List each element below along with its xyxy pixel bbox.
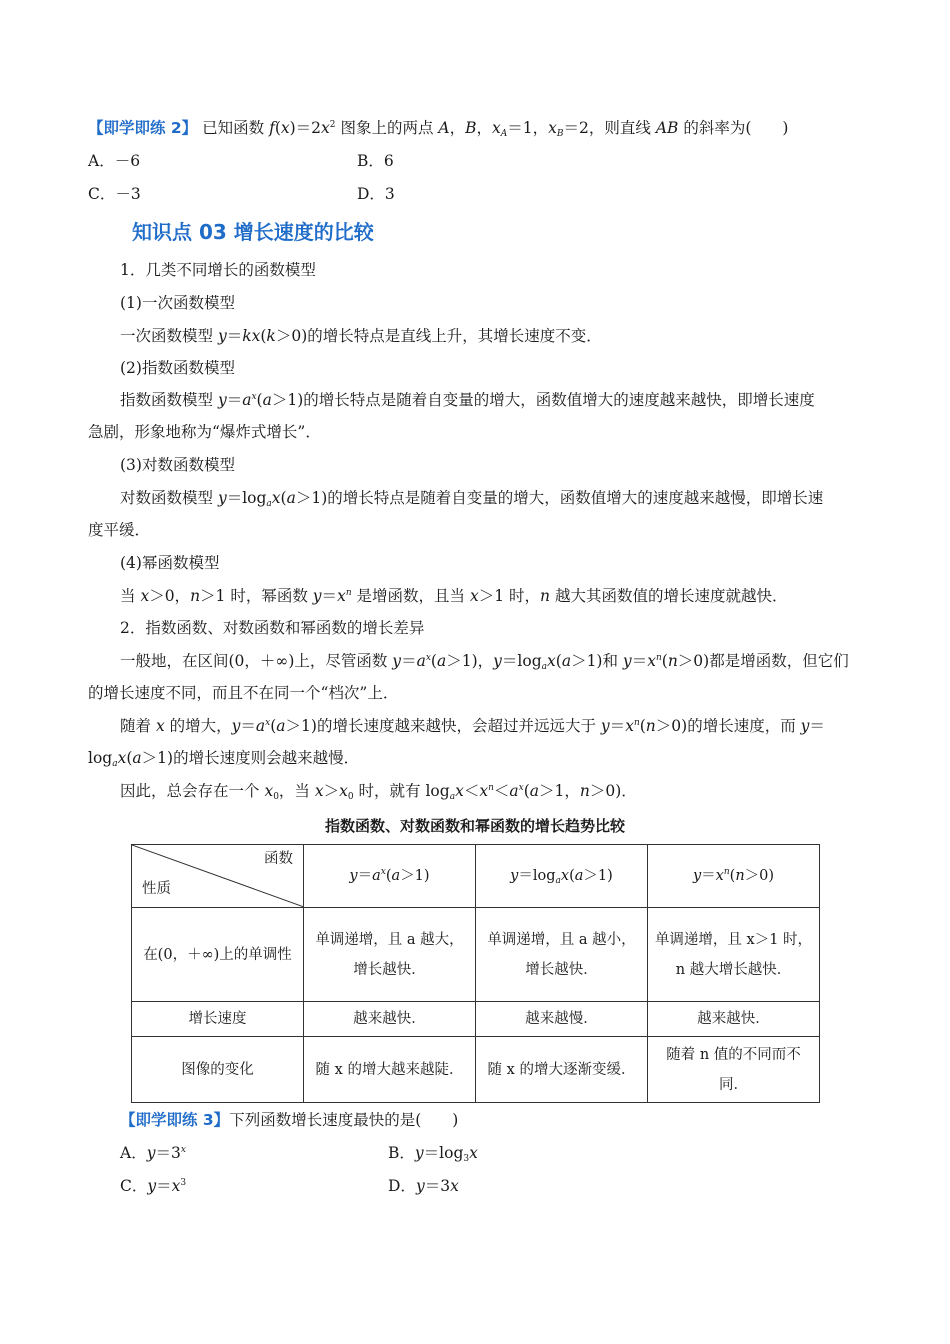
section-title: 知识点 03 增长速度的比较 [132, 220, 374, 244]
row1-power: 单调递增，且 x＞1 时，n 越大增长越快． [648, 908, 820, 1002]
practice3-option-c: C．$y=x^3$ [120, 1177, 187, 1195]
practice3-option-b: B．$y=\log_3x$ [388, 1144, 478, 1164]
table-header-power: $y=x^n(n>0)$ [648, 845, 820, 908]
row3-label: 图像的变化 [132, 1037, 304, 1103]
practice2-stem: 【即学即练 2】 已知函数 $f(x)=2x^2$ 图象上的两点 A，B，$x_A=1$，$x_B=2$，则直线 AB 的斜率为( ) [88, 119, 789, 139]
row2-label: 增长速度 [132, 1002, 304, 1037]
table-caption: 指数函数、对数函数和幂函数的增长趋势比较 [324, 817, 625, 835]
para-7: 对数函数模型 $y=\log_ax(a>1)$的增长特点是随着自变量的增大，函数值增大的速度越来越慢，即增长速 [120, 489, 824, 509]
table-header-logarithmic: $y=\log_ax(a>1)$ [476, 845, 648, 908]
para-4: (2)指数函数模型 [120, 359, 235, 377]
para-15: 因此，总会存在一个 $x_0$，当 $x>x_0$ 时，就有 $\log_ax<x^n<a^x(a>1$，n＞0)． [120, 782, 637, 802]
table-header-row [132, 845, 820, 908]
para-12: 的增长速度不同，而且不在同一个“档次”上． [88, 684, 399, 702]
para-13: 随着 x 的增大，$y=a^x(a>1)$的增长速度越来越快，会超过并远远大于 $y=x^n(n>0)$的增长速度，而 y＝ [120, 717, 825, 735]
practice2-option-a: A．－6 [88, 152, 141, 170]
practice3-tag: 【即学即练 3】 [120, 1111, 230, 1129]
corner-label-function: 函数 [264, 851, 293, 867]
para-8: (4)幂函数模型 [120, 554, 220, 572]
row1-logarithmic: 单调递增，且 a 越小，增长越快． [476, 908, 648, 1002]
para-3: 一次函数模型 y＝kx(k＞0)的增长特点是直线上升，其增长速度不变． [120, 327, 602, 345]
practice3-option-d: D．y＝3x [388, 1177, 459, 1195]
practice3-option-a: A．$y=3^x$ [120, 1144, 186, 1162]
row1-exponential: 单调递增，且 a 越大，增长越快． [304, 908, 476, 1002]
para-5: 指数函数模型 $y=a^x(a>1)$的增长特点是随着自变量的增大，函数值增大的速度越来越快，即增长速度 [120, 391, 815, 409]
table-row [132, 908, 820, 1002]
para-14: $\log_ax(a>1)$的增长速度则会越来越慢． [88, 749, 360, 769]
practice2-option-d: D．3 [357, 185, 395, 203]
row3-logarithmic: 随 x 的增大逐渐变缓． [476, 1037, 648, 1103]
practice2-tag: 【即学即练 2】 [88, 119, 198, 137]
para-7-cont: 度平缓． [88, 521, 151, 539]
comparison-table [131, 844, 820, 1103]
para-6: (3)对数函数模型 [120, 456, 235, 474]
row3-exponential: 随 x 的增大越来越陡． [304, 1037, 476, 1103]
row2-power: 越来越快． [648, 1002, 820, 1037]
row1-label: 在(0，＋∞)上的单调性 [132, 908, 304, 1002]
practice3-stem: 【即学即练 3】下列函数增长速度最快的是( ) [120, 1111, 459, 1129]
table-row [132, 1002, 820, 1037]
practice2-option-c: C．－3 [88, 185, 141, 203]
para-9: 当 x＞0，n＞1 时，幂函数 $y=x^n$ 是增函数，且当 x＞1 时，n 越大其函数值的增长速度就越快． [120, 587, 788, 605]
para-11: 一般地，在区间(0，＋∞)上，尽管函数 $y=a^x(a>1)$，$y=\log_ax(a>1)$和 $y=x^n(n>0)$都是增函数，但它们 [120, 652, 849, 672]
practice2-option-b: B．6 [357, 152, 394, 170]
table-row [132, 1037, 820, 1103]
para-10: 2．指数函数、对数函数和幂函数的增长差异 [120, 619, 425, 637]
para-5-cont: 急剧，形象地称为“爆炸式增长”． [88, 423, 321, 441]
row2-exponential: 越来越快． [304, 1002, 476, 1037]
table-corner-cell [132, 845, 304, 908]
row3-power: 随着 n 值的不同而不同． [648, 1037, 820, 1103]
para-2: (1)一次函数模型 [120, 294, 235, 312]
para-1: 1．几类不同增长的函数模型 [120, 261, 316, 279]
row2-logarithmic: 越来越慢． [476, 1002, 648, 1037]
table-header-exponential: $y=a^x(a>1)$ [304, 845, 476, 908]
corner-label-property: 性质 [142, 881, 171, 897]
